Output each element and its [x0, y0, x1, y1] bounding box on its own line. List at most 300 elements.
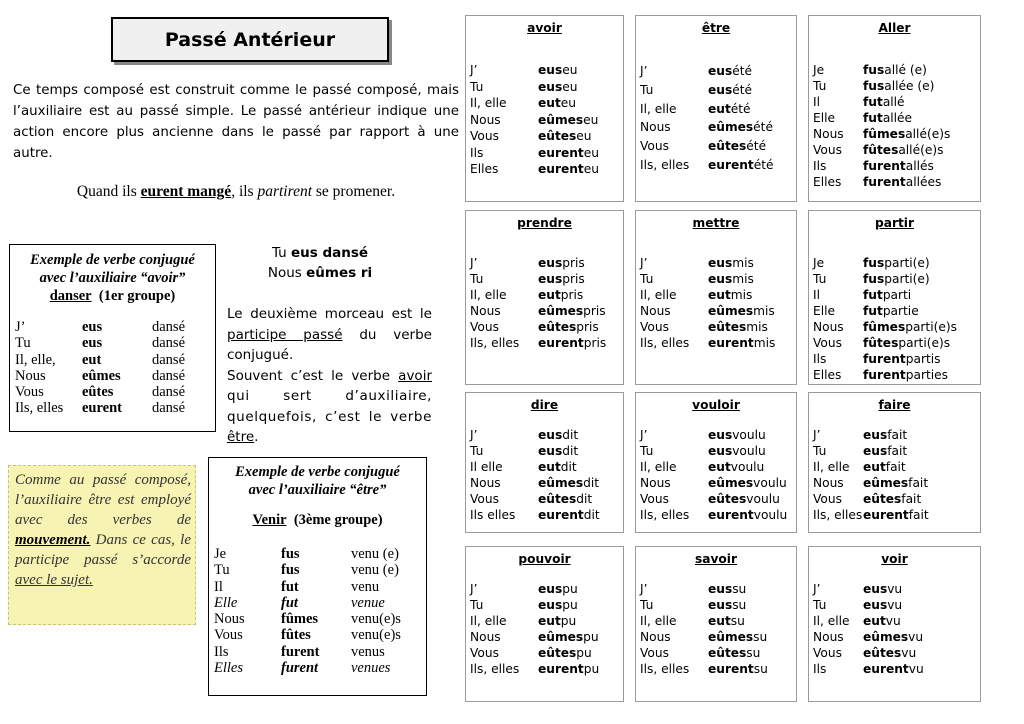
pronoun: Tu	[813, 272, 827, 286]
auxiliary: eûmes	[708, 476, 754, 490]
auxiliary: furent	[863, 175, 906, 189]
verb-row	[470, 95, 621, 112]
verb-row	[640, 100, 794, 119]
participle: mis	[730, 288, 753, 302]
verb-row	[470, 597, 621, 613]
auxiliary: eûtes	[538, 492, 577, 506]
participle: partis	[905, 352, 941, 366]
auxiliary: eus	[708, 444, 733, 458]
participle: venue	[351, 594, 385, 611]
auxiliary: fûtes	[863, 336, 899, 350]
example-sentence	[13, 183, 459, 201]
verb-row	[640, 645, 794, 661]
participle: dit	[560, 460, 577, 474]
pronoun: Il, elle	[470, 96, 507, 110]
pronoun: Ils, elles	[470, 662, 520, 676]
verb-box-partir	[808, 210, 981, 385]
verb-row	[470, 475, 621, 491]
participle: allé	[882, 95, 905, 109]
participle: venu (e)	[351, 562, 399, 579]
participle: venu(e)s	[351, 611, 401, 628]
pronoun: Vous	[470, 492, 499, 506]
verb-row	[470, 303, 621, 319]
pronoun: Tu	[15, 335, 31, 352]
pronoun: Nous	[640, 476, 671, 490]
pronoun: Tu	[640, 82, 654, 97]
auxiliary: eus	[708, 256, 733, 270]
verb-rows	[813, 62, 978, 190]
auxiliary: furent	[863, 352, 906, 366]
participle: vu	[885, 614, 901, 628]
participle: pu	[562, 582, 578, 596]
verb-row	[813, 110, 978, 126]
auxiliary: eus	[538, 63, 563, 77]
verb-rows	[470, 255, 621, 351]
verb-row	[640, 597, 794, 613]
pronoun: Tu	[640, 444, 654, 458]
participle: allées	[905, 175, 942, 189]
verb-row	[470, 507, 621, 523]
etre-example-row	[214, 595, 426, 611]
pronoun: Tu	[470, 79, 484, 94]
pronoun: Tu	[813, 444, 827, 458]
participle: dit	[583, 476, 600, 490]
participle: dansé	[152, 319, 186, 335]
participle: allé(e)s	[905, 127, 951, 141]
verb-row	[470, 629, 621, 645]
verb-row	[640, 581, 794, 597]
auxiliary: fus	[281, 562, 300, 579]
verb-row	[640, 118, 794, 137]
avoir-example-row	[15, 335, 215, 351]
participle: dit	[576, 492, 593, 506]
participle: parti(e)	[884, 272, 930, 286]
verb-row	[470, 271, 621, 287]
verb-row	[640, 303, 794, 319]
auxiliary: eûmes	[538, 304, 584, 318]
pronoun: J’	[813, 582, 821, 596]
verb-title: avoir	[527, 21, 562, 35]
verb-row	[813, 158, 978, 174]
verb-box-vouloir	[635, 392, 797, 533]
etre-example-verb	[209, 512, 426, 529]
participle: mis	[753, 336, 776, 350]
auxiliary: fûtes	[281, 627, 311, 644]
example-sentence-pre: Quand ils	[76, 183, 141, 200]
participle: voulu	[753, 476, 787, 490]
participle: pris	[562, 256, 585, 270]
participle: pris	[576, 320, 599, 334]
verb-title: voir	[881, 552, 908, 566]
participle: dit	[583, 508, 600, 522]
avoir-example-row	[15, 352, 215, 368]
auxiliary: eus	[82, 319, 103, 335]
pronoun: Vous	[813, 143, 842, 157]
participle: voulu	[730, 460, 765, 474]
pronoun: Tu	[813, 598, 827, 612]
pronoun: Il, elle	[470, 288, 507, 302]
example-form-nous	[220, 263, 420, 283]
auxiliary: eûmes	[538, 630, 584, 644]
participle: voulu	[746, 492, 780, 506]
explanation-etre: être	[227, 429, 255, 445]
pronoun: Il	[813, 288, 820, 302]
pronoun: Nous	[15, 367, 46, 384]
avoir-example-rows	[10, 319, 215, 417]
etre-note	[8, 465, 196, 625]
verb-row	[640, 491, 794, 507]
intro-paragraph: Ce temps composé est construit comme le passé composé, mais l’auxiliaire est au passé simple. Le passé antérieur indique une action encore plus ancienne dans le passé par rapport à une autre.	[13, 83, 459, 161]
auxiliary: fus	[863, 63, 885, 77]
etre-example-row	[214, 546, 426, 562]
auxiliary: eûmes	[863, 476, 909, 490]
auxiliary: eûmes	[82, 367, 121, 384]
explanation-participe-passe: participe passé	[227, 326, 343, 343]
auxiliary: eûmes	[538, 112, 584, 127]
etre-example-group: (3ème groupe)	[293, 512, 383, 528]
verb-row	[470, 645, 621, 661]
participle: eu	[576, 129, 592, 143]
pronoun: Il	[214, 578, 223, 595]
participle: fait	[885, 460, 906, 474]
verb-row	[813, 427, 978, 443]
participle: pris	[560, 288, 584, 302]
verb-box-voir	[808, 546, 981, 702]
pronoun: Vous	[15, 384, 44, 401]
auxiliary: fûmes	[281, 611, 319, 628]
participle: voulu	[753, 508, 788, 522]
verb-rows	[640, 62, 794, 175]
pronoun: Tu	[640, 272, 654, 286]
participle: eu	[562, 63, 578, 77]
pronoun: Il	[813, 95, 820, 109]
participle: allés	[905, 159, 934, 173]
participle: dit	[562, 444, 579, 458]
verb-row	[640, 255, 794, 271]
participle: venu (e)	[351, 546, 399, 562]
pronoun: J’	[813, 428, 821, 442]
auxiliary: eus	[708, 272, 733, 286]
example-form-tu	[220, 243, 420, 263]
verb-row	[640, 427, 794, 443]
avoir-example-verb	[10, 288, 215, 305]
etre-example-heading: Exemple de verbe conjugué avec l’auxiliaire “être”	[235, 464, 400, 498]
auxiliary: eut	[538, 460, 561, 474]
pronoun: Il, elle	[640, 288, 677, 302]
verb-row	[813, 507, 978, 523]
participle: parti(e)	[884, 256, 930, 270]
pronoun: Ils	[214, 643, 229, 660]
verb-title: savoir	[695, 552, 737, 566]
pronoun: Tu	[640, 598, 654, 612]
participle: pu	[562, 598, 578, 612]
participle: allé (e)	[884, 63, 927, 77]
auxiliary: eûtes	[538, 320, 577, 334]
pronoun: Elle	[813, 111, 835, 125]
participle: mis	[753, 304, 775, 318]
verb-row	[640, 459, 794, 475]
verb-title: être	[701, 21, 731, 35]
pronoun: Nous	[813, 127, 844, 141]
pronoun: Vous	[813, 646, 842, 660]
example-form-tu-pronoun: Tu	[271, 245, 291, 261]
verb-row	[813, 174, 978, 190]
participle: dansé	[152, 400, 186, 417]
avoir-example-row	[15, 368, 215, 384]
pronoun: Elles	[813, 175, 842, 189]
etre-example-box	[208, 457, 427, 696]
participle: pu	[576, 646, 592, 660]
verb-row	[470, 145, 621, 162]
pronoun: Nous	[470, 304, 501, 318]
auxiliary: eus	[538, 428, 563, 442]
participle: voulu	[732, 444, 766, 458]
example-sentence-post: se promener.	[312, 183, 396, 200]
auxiliary: eurent	[708, 336, 754, 350]
verb-box-pouvoir	[465, 546, 624, 702]
verb-row	[813, 303, 978, 319]
participle: vu	[908, 630, 924, 644]
participle: vu	[887, 598, 903, 612]
participle: eu	[560, 96, 577, 110]
verb-row	[470, 287, 621, 303]
verb-rows	[470, 581, 621, 677]
participle-explanation	[227, 304, 432, 448]
etre-example-row	[214, 611, 426, 627]
pronoun: Nous	[470, 476, 501, 490]
verb-row	[640, 335, 794, 351]
verb-row	[470, 62, 621, 79]
verb-rows	[640, 581, 794, 677]
participle: partie	[882, 304, 919, 318]
participle: fait	[908, 508, 929, 522]
verb-box-faire	[808, 392, 981, 533]
auxiliary: furent	[281, 643, 320, 660]
avoir-example-heading: Exemple de verbe conjugué avec l’auxiliaire “avoir”	[30, 252, 195, 286]
auxiliary: eut	[82, 351, 102, 368]
participle: fait	[901, 492, 922, 506]
auxiliary: eûmes	[538, 476, 584, 490]
pronoun: Il, elle	[640, 101, 677, 116]
auxiliary: eurent	[863, 508, 909, 522]
auxiliary: eus	[708, 582, 733, 596]
auxiliary: eûtes	[863, 646, 902, 660]
participle: dansé	[152, 351, 186, 368]
auxiliary: eûmes	[863, 630, 909, 644]
verb-row	[640, 613, 794, 629]
pronoun: Il, elle	[470, 614, 507, 628]
participle: dit	[562, 428, 579, 442]
pronoun: J’	[640, 64, 648, 78]
verb-row	[640, 62, 794, 81]
auxiliary: eus	[538, 444, 563, 458]
explanation-avoir: avoir	[398, 367, 432, 384]
auxiliary: eut	[538, 96, 561, 110]
verb-row	[470, 335, 621, 351]
participle: eu	[583, 112, 599, 127]
verb-title: pouvoir	[518, 552, 571, 566]
pronoun: J’	[470, 63, 478, 77]
explanation-text-2: du verbe conjugué.	[227, 326, 432, 363]
pronoun: Il, elle,	[15, 351, 56, 368]
verb-row	[640, 156, 794, 175]
note-mouvement: mouvement.	[15, 532, 91, 548]
participle: eu	[583, 162, 599, 176]
auxiliary: eurent	[538, 336, 584, 350]
participle: dansé	[152, 367, 186, 384]
auxiliary: eus	[863, 428, 888, 442]
pronoun: Ils, elles	[813, 508, 863, 522]
auxiliary: eurent	[538, 145, 584, 160]
verb-title: partir	[875, 216, 914, 230]
verb-title: prendre	[517, 216, 572, 230]
pronoun: Nous	[640, 120, 671, 135]
participle: su	[753, 662, 768, 676]
pronoun: Il elle	[470, 460, 503, 474]
verb-row	[813, 443, 978, 459]
verb-row	[470, 128, 621, 145]
verb-title: mettre	[692, 216, 740, 230]
auxiliary: eus	[708, 64, 733, 78]
auxiliary: fut	[863, 304, 883, 318]
participle: pris	[562, 272, 585, 286]
verb-box-dire	[465, 392, 624, 533]
verb-box-mettre	[635, 210, 797, 385]
auxiliary: eûmes	[708, 630, 754, 644]
pronoun: Tu	[470, 598, 484, 612]
pronoun: Ils	[813, 159, 827, 173]
pronoun: Vous	[470, 646, 499, 660]
pronoun: Nous	[214, 611, 245, 628]
auxiliary: eut	[708, 101, 731, 116]
participle: vu	[887, 582, 903, 596]
verb-row	[813, 126, 978, 142]
pronoun: Il, elle	[813, 460, 850, 474]
auxiliary: fûmes	[863, 320, 906, 334]
pronoun: Elles	[470, 162, 499, 176]
auxiliary: eus	[538, 582, 563, 596]
verb-row	[813, 287, 978, 303]
pronoun: Ils	[470, 145, 484, 160]
pronoun: Elle	[813, 304, 835, 318]
verb-row	[470, 255, 621, 271]
participle: venu(e)s	[351, 627, 401, 644]
verb-title: dire	[530, 398, 559, 412]
example-forms	[220, 243, 420, 283]
participle: fait	[887, 444, 908, 458]
verb-rows	[640, 255, 794, 351]
participle: pu	[560, 614, 577, 628]
verb-rows	[813, 581, 978, 677]
pronoun: Tu	[470, 444, 484, 458]
verb-row	[640, 629, 794, 645]
participle: mis	[746, 320, 768, 334]
verb-row	[470, 319, 621, 335]
participle: parti(e)s	[898, 336, 951, 350]
etre-example-row	[214, 660, 426, 676]
participle: mis	[732, 256, 754, 270]
participle: eu	[583, 145, 599, 160]
auxiliary: fut	[281, 578, 299, 595]
auxiliary: eurent	[863, 662, 909, 676]
participle: allé(e)s	[898, 143, 944, 157]
verb-row	[640, 443, 794, 459]
auxiliary: fûmes	[863, 127, 906, 141]
etre-example-row	[214, 627, 426, 643]
verb-row	[813, 142, 978, 158]
auxiliary: eus	[708, 82, 733, 97]
pronoun: J’	[640, 582, 648, 596]
participle: eu	[562, 79, 578, 94]
pronoun: J’	[640, 256, 648, 270]
auxiliary: eus	[863, 444, 888, 458]
pronoun: Vous	[640, 139, 669, 154]
auxiliary: fûtes	[863, 143, 899, 157]
pronoun: Vous	[813, 492, 842, 506]
verb-box-savoir	[635, 546, 797, 702]
auxiliary: eûtes	[82, 384, 114, 401]
explanation-text-1: Le deuxième morceau est le	[227, 306, 432, 322]
verb-row	[640, 81, 794, 100]
pronoun: Nous	[640, 304, 671, 318]
participle: pu	[583, 630, 599, 644]
pronoun: J’	[470, 428, 478, 442]
pronoun: Nous	[813, 320, 844, 334]
pronoun: Ils, elles	[640, 157, 690, 172]
auxiliary: eûmes	[708, 120, 754, 135]
auxiliary: eurent	[538, 508, 584, 522]
avoir-example-row	[15, 384, 215, 400]
verb-box-avoir	[465, 15, 624, 202]
auxiliary: eus	[863, 598, 888, 612]
auxiliary: eurent	[708, 508, 754, 522]
verb-row	[470, 427, 621, 443]
participle: été	[753, 157, 774, 172]
auxiliary: eut	[538, 288, 561, 302]
auxiliary: eus	[538, 256, 563, 270]
pronoun: Il, elle	[640, 460, 677, 474]
auxiliary: fut	[863, 95, 883, 109]
participle: vu	[901, 646, 917, 660]
verb-row	[470, 443, 621, 459]
auxiliary: eûtes	[708, 139, 747, 154]
verb-row	[640, 661, 794, 677]
verb-row	[640, 507, 794, 523]
participle: su	[732, 598, 747, 612]
participle: su	[730, 614, 745, 628]
page-title: Passé Antérieur	[111, 17, 389, 62]
verb-rows	[470, 62, 621, 178]
auxiliary: eurent	[538, 162, 584, 176]
verb-title: faire	[878, 398, 911, 412]
auxiliary: eûtes	[538, 646, 577, 660]
auxiliary: fus	[863, 256, 885, 270]
pronoun: Ils, elles	[640, 508, 690, 522]
pronoun: Je	[813, 63, 825, 77]
auxiliary: fus	[863, 79, 885, 93]
pronoun: Ils elles	[470, 508, 516, 522]
auxiliary: eut	[708, 614, 731, 628]
auxiliary: eurent	[538, 662, 584, 676]
verb-row	[470, 613, 621, 629]
pronoun: J’	[470, 582, 478, 596]
participle: venues	[351, 660, 391, 677]
pronoun: Vous	[214, 627, 243, 644]
auxiliary: eut	[863, 614, 886, 628]
verb-row	[813, 94, 978, 110]
auxiliary: eus	[863, 582, 888, 596]
verb-row	[813, 271, 978, 287]
